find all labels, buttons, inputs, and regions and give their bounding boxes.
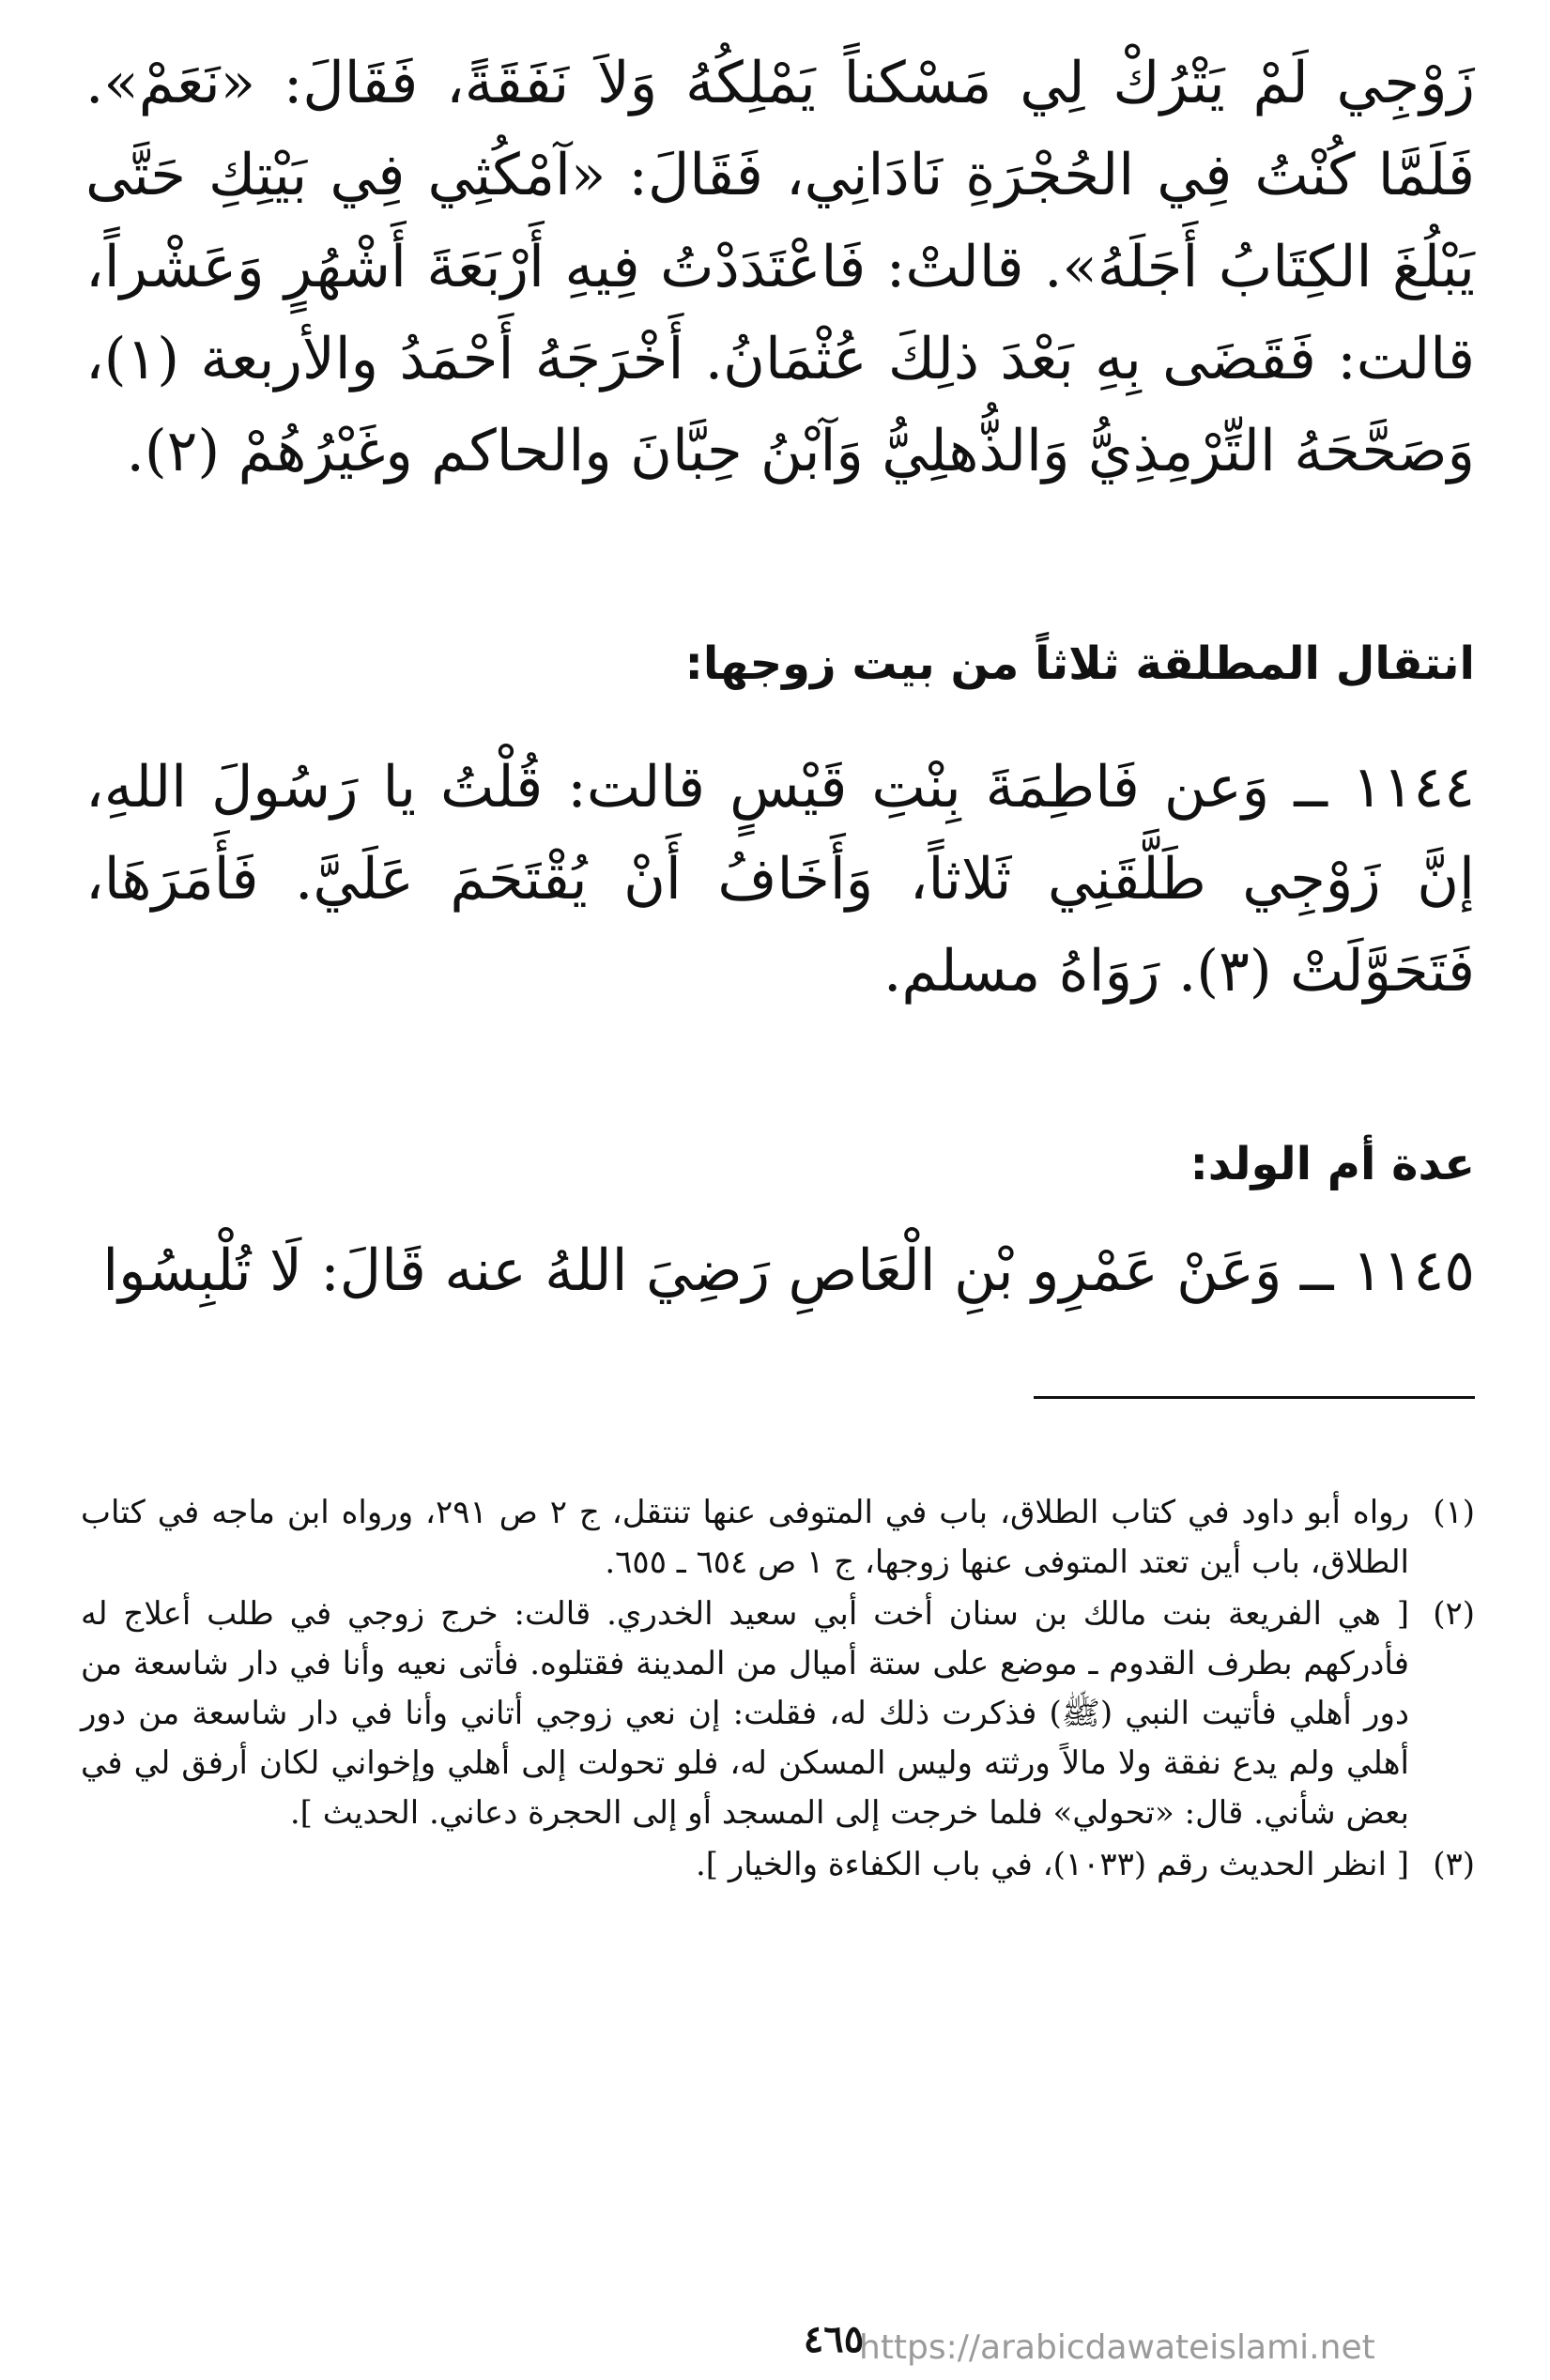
paragraph-hadith-continuation bbox=[85, 38, 1475, 498]
footnote-separator bbox=[1034, 1396, 1475, 1399]
footnote-number: (٣) bbox=[1433, 1846, 1475, 1883]
footnotes bbox=[81, 1488, 1475, 1892]
footnote-text: [ هي الفريعة بنت مالك بن سنان أخت أبي سعيد الخدري. قالت: خرج زوجي في طلب أعلاج له فأدركهم بطرف القدوم ـ موضع على ستة أميال من المدينة فقتلوه. فأتى نعيه وأنا في دار شاسعة من دور أهلي فأتيت النبي (ﷺ) فذكرت ذلك له، فقلت: إن نعي زوجي أتاني وأنا في دار شاسعة من دور أهلي ولم يدع نفقة ولا مالاً ورثته وليس المسكن له، فلو تحولت إلى أهلي وإخواني لكان أرفق لي في بعض شأني. قال: «تحولي» فلما خرجت إلى المسجد أو إلى الحجرة دعاني. الحديث ]. bbox=[81, 1595, 1409, 1832]
paragraph-3-text: ١١٤٥ ــ وَعَنْ عَمْرِو بْنِ الْعَاصِ رَضِيَ اللهُ عنه قَالَ: لَا تُلْبِسُوا bbox=[102, 1237, 1475, 1304]
footnote-text: [ انظر الحديث رقم (١٠٣٣)، في باب الكفاءة والخيار ]. bbox=[695, 1846, 1409, 1883]
footnote-number: (٢) bbox=[1433, 1595, 1475, 1633]
footnote-1 bbox=[81, 1488, 1475, 1588]
footnote-3 bbox=[81, 1840, 1475, 1890]
page-number: ٤٦٥ bbox=[803, 2317, 865, 2361]
footnote-2 bbox=[81, 1589, 1475, 1838]
paragraph-hadith-1144 bbox=[85, 742, 1475, 1018]
section-heading-umm-walad: عدة أم الولد: bbox=[1189, 1138, 1475, 1190]
paragraph-1-text: زَوْجِي لَمْ يَتْرُكْ لِي مَسْكناً يَمْلِكُهُ وَلاَ نَفَقَةً، فَقَالَ: «نَعَمْ». فَلَمَّا كُنْتُ فِي الحُجْرَةِ نَادَانِي، فَقَالَ: «آمْكُثِي فِي بَيْتِكِ حَتَّى يَبْلُغَ الكِتَابُ أَجَلَهُ». قالتْ: فَاعْتَدَدْتُ فِيهِ أَرْبَعَةَ أَشْهُرٍ وَعَشْراً، قالت: فَقَضَى بِهِ بَعْدَ ذلِكَ عُثْمَانُ. أَخْرَجَهُ أَحْمَدُ والأربعة (١)، وَصَحَّحَهُ التِّرْمِذِيُّ وَالذُّهلِيُّ وَآبْنُ حِبَّانَ والحاكم وغَيْرُهُمْ (٢). bbox=[85, 50, 1475, 484]
footnote-text: رواه أبو داود في كتاب الطلاق، باب في المتوفى عنها تنتقل، ج ٢ ص ٢٩١، ورواه ابن ماجه في كتاب الطلاق، باب أين تعتد المتوفى عنها زوجها، ج ١ ص ٦٥٤ ـ ٦٥٥. bbox=[81, 1494, 1409, 1581]
paragraph-hadith-1145 bbox=[85, 1225, 1475, 1317]
section-heading-divorced-woman: انتقال المطلقة ثلاثاً من بيت زوجها: bbox=[684, 637, 1475, 690]
paragraph-2-text: ١١٤٤ ــ وَعن فَاطِمَةَ بِنْتِ قَيْسٍ قالت: قُلْتُ يا رَسُولَ اللهِ، إنَّ زَوْجِي طَلَّقَنِي ثَلاثاً، وَأَخَافُ أَنْ يُقْتَحَمَ عَلَيَّ. فَأَمَرَهَا، فَتَحَوَّلَتْ (٣). رَوَاهُ مسلم. bbox=[85, 754, 1475, 1005]
footnote-number: (١) bbox=[1433, 1494, 1475, 1531]
watermark-url: https://arabicdawateislami.net bbox=[859, 2328, 1375, 2367]
